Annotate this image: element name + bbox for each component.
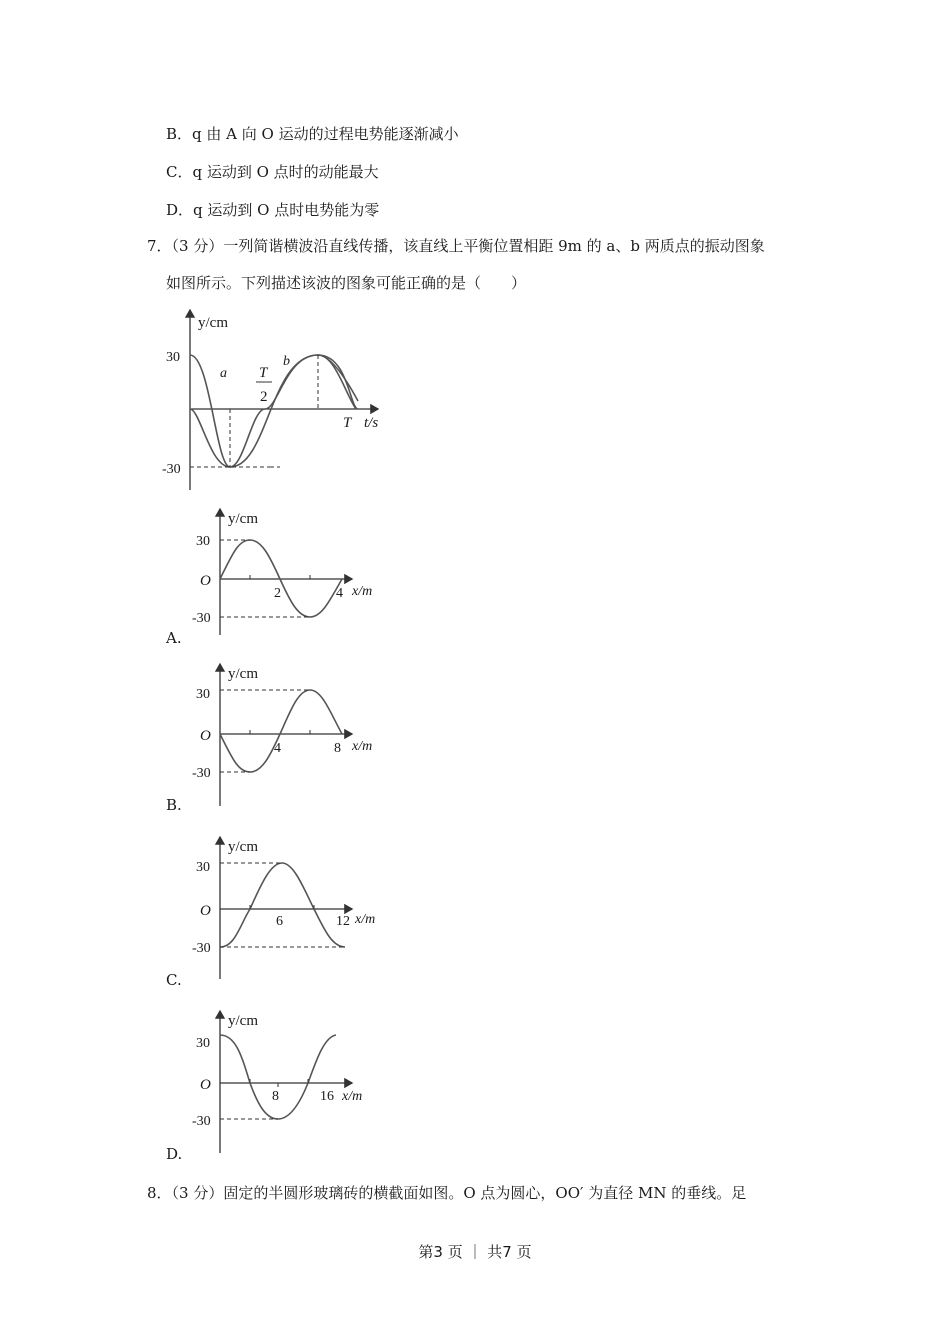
option-b-y-label: y/cm: [228, 666, 258, 682]
option-d-tick2: 16: [320, 1089, 334, 1104]
option-a-tick1: 2: [274, 586, 281, 601]
option-b-graph: [190, 660, 390, 810]
option-b-x-unit: x/m: [352, 739, 373, 754]
t-period-label: T: [343, 415, 352, 431]
q6-option-b: B．q 由 A 向 O 运动的过程电势能逐渐减小: [166, 125, 459, 143]
option-c-graph: [190, 833, 390, 983]
q7-stem-line2: 如图所示。下列描述该波的图象可能正确的是（ ）: [166, 274, 527, 292]
option-a-y-pos: 30: [196, 534, 210, 549]
q6-option-d: D．q 运动到 O 点时电势能为零: [166, 201, 380, 219]
page-footer: 第3 页 ｜ 共7 页: [418, 1243, 532, 1261]
option-d-x-unit: x/m: [342, 1089, 363, 1104]
option-b-tick1: 4: [274, 741, 281, 756]
curve-a-tail: [318, 355, 358, 401]
half-period-den: 2: [260, 389, 268, 405]
option-d-y-label: y/cm: [228, 1013, 258, 1029]
option-d-origin: O: [200, 1077, 211, 1093]
option-a-origin: O: [200, 573, 211, 589]
option-a-tick2: 4: [336, 586, 343, 601]
q6-option-c: C．q 运动到 O 点时的动能最大: [166, 163, 379, 181]
y-axis-label: y/cm: [198, 315, 228, 331]
t-axis-unit: t/s: [364, 415, 379, 431]
option-d-label: D.: [166, 1145, 183, 1163]
half-period-num: T: [259, 365, 268, 381]
option-b-origin: O: [200, 728, 211, 744]
option-c-origin: O: [200, 903, 211, 919]
q7-stem-line1: 7．（3 分）一列简谐横波沿直线传播，该直线上平衡位置相距 9m 的 a、b 两质点的振动图象: [147, 237, 765, 255]
option-a-x-unit: x/m: [352, 584, 373, 599]
option-b-y-neg: -30: [192, 766, 211, 781]
label-a: a: [220, 366, 227, 381]
option-d-graph: [190, 1007, 390, 1157]
option-a-label: A.: [166, 629, 182, 647]
y-tick-neg: -30: [162, 462, 181, 477]
option-c-y-neg: -30: [192, 941, 211, 956]
option-a-y-label: y/cm: [228, 511, 258, 527]
curve-a: [190, 355, 358, 467]
q7-vibration-graph: [150, 305, 400, 495]
option-c-y-pos: 30: [196, 860, 210, 875]
option-b-label: B.: [166, 796, 182, 814]
option-c-y-label: y/cm: [228, 839, 258, 855]
option-a-graph: [190, 505, 390, 645]
option-d-y-neg: -30: [192, 1114, 211, 1129]
option-d-y-pos: 30: [196, 1036, 210, 1051]
option-c-tick1: 6: [276, 914, 283, 929]
option-a-y-neg: -30: [192, 611, 211, 626]
curve-b: [190, 355, 356, 467]
option-b-tick2: 8: [334, 741, 341, 756]
y-tick-pos: 30: [166, 350, 180, 365]
option-d-tick1: 8: [272, 1089, 279, 1104]
label-b: b: [283, 354, 290, 369]
option-c-x-unit: x/m: [355, 912, 376, 927]
option-c-tick2: 12: [336, 914, 350, 929]
option-c-label: C.: [166, 971, 182, 989]
q8-stem-line1: 8．（3 分）固定的半圆形玻璃砖的横截面如图。O 点为圆心，OO′ 为直径 MN 的垂线。足: [147, 1184, 747, 1202]
option-b-y-pos: 30: [196, 687, 210, 702]
